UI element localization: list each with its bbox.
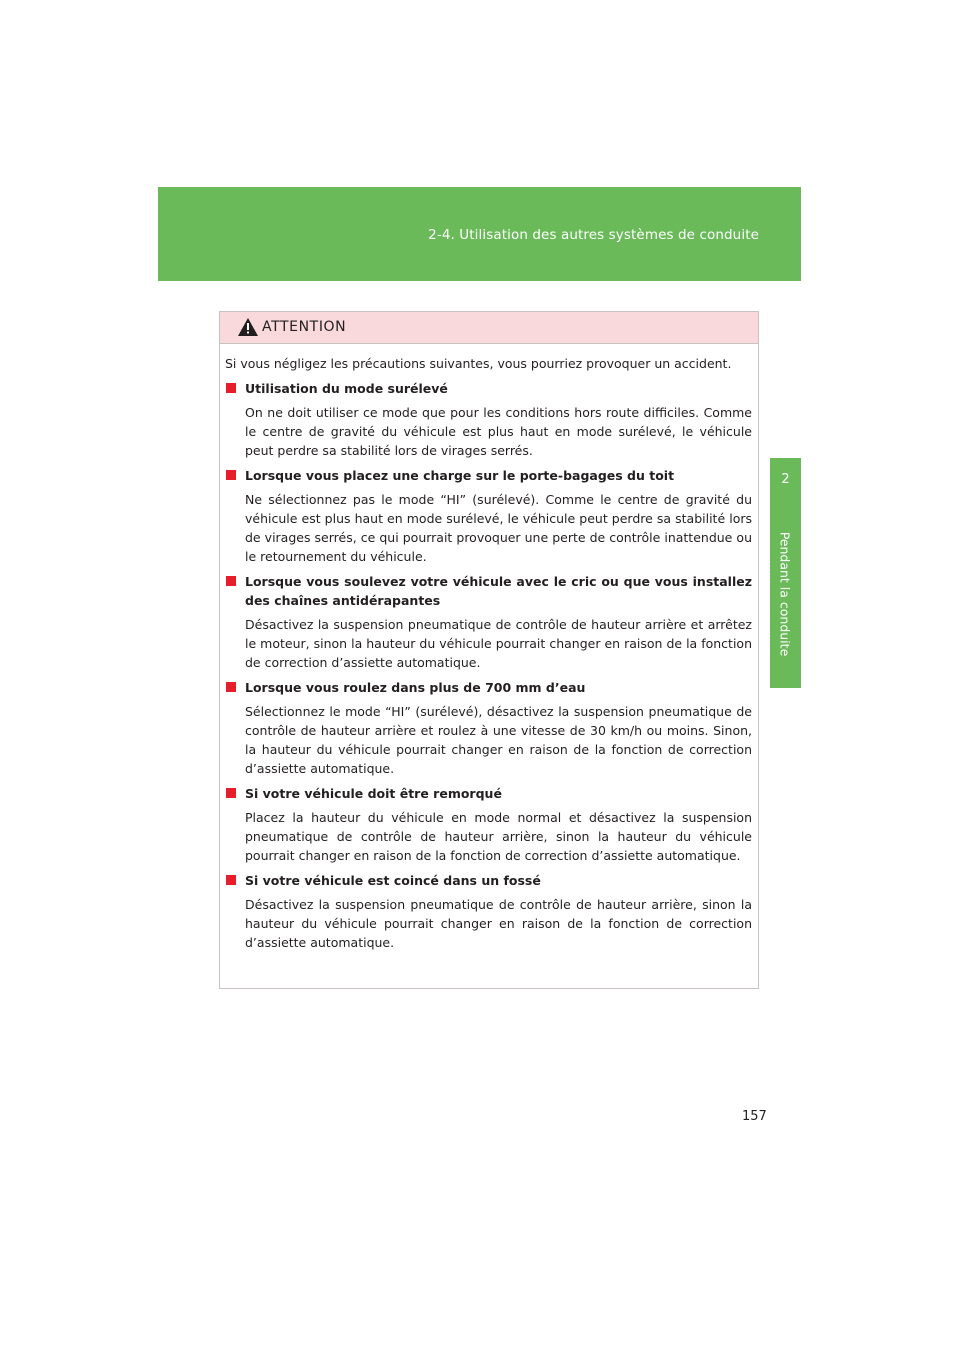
warning-section	[225, 871, 752, 952]
section-heading: Utilisation du mode surélevé	[245, 381, 448, 396]
section-heading: Lorsque vous roulez dans plus de 700 mm d’eau	[245, 680, 586, 695]
bullet-square-icon	[226, 576, 236, 586]
bullet-square-icon	[226, 788, 236, 798]
bullet-square-icon	[226, 470, 236, 480]
warning-section	[225, 466, 752, 566]
chapter-number: 2	[770, 458, 801, 500]
section-text: Ne sélectionnez pas le mode “HI” (surélevé). Comme le centre de gravité du véhicule est plus haut en mode surélevé, le véhicule peut perdre sa stabilité lors de virages serrés, ce qui pourrait provoquer une perte de contrôle inattendue ou le retournement du véhicule.	[245, 492, 752, 564]
warning-section	[225, 678, 752, 778]
warning-intro: Si vous négligez les précautions suivantes, vous pourriez provoquer un accident.	[225, 356, 732, 371]
warning-section	[225, 379, 752, 460]
section-text: On ne doit utiliser ce mode que pour les conditions hors route difficiles. Comme le centre de gravité du véhicule est plus haut en mode surélevé, le véhicule peut perdre sa stabilité lors de virages serrés.	[245, 405, 752, 458]
chapter-label-wrap	[770, 500, 801, 688]
warning-header	[220, 312, 758, 344]
chapter-label: Pendant la conduite	[777, 531, 793, 657]
section-text: Sélectionnez le mode “HI” (surélevé), désactivez la suspension pneumatique de contrôle de hauteur arrière et roulez à une vitesse de 30 km/h ou moins. Sinon, la hauteur du véhicule pourrait changer en raison de la fonction de correction d’assiette automatique.	[245, 704, 752, 776]
warning-title: ATTENTION	[262, 319, 347, 335]
page-number: 157	[742, 1109, 767, 1124]
section-heading: Lorsque vous soulevez votre véhicule avec le cric ou que vous installez des chaînes antidérapantes	[245, 574, 752, 608]
bullet-square-icon	[226, 682, 236, 692]
bullet-square-icon	[226, 383, 236, 393]
section-heading: Si votre véhicule doit être remorqué	[245, 786, 502, 801]
section-title: 2-4. Utilisation des autres systèmes de conduite	[428, 227, 759, 243]
section-header-bar	[158, 187, 801, 281]
warning-body	[220, 344, 758, 952]
section-text: Désactivez la suspension pneumatique de contrôle de hauteur arrière et arrêtez le moteur, sinon la hauteur du véhicule pourrait changer en raison de la fonction de correction d’assiette automatique.	[245, 617, 752, 670]
section-heading: Lorsque vous placez une charge sur le porte-bagages du toit	[245, 468, 675, 483]
warning-section	[225, 784, 752, 865]
warning-section	[225, 572, 752, 672]
bullet-square-icon	[226, 875, 236, 885]
section-heading: Si votre véhicule est coincé dans un fossé	[245, 873, 541, 888]
warning-triangle-icon	[238, 318, 258, 336]
section-text: Placez la hauteur du véhicule en mode normal et désactivez la suspension pneumatique de contrôle de hauteur arrière, sinon la hauteur du véhicule pourrait changer en raison de la fonction de correction d’assiette automatique.	[245, 810, 752, 863]
warning-box	[219, 311, 759, 989]
section-text: Désactivez la suspension pneumatique de contrôle de hauteur arrière, sinon la hauteur du véhicule pourrait changer en raison de la fonction de correction d’assiette automatique.	[245, 897, 752, 950]
